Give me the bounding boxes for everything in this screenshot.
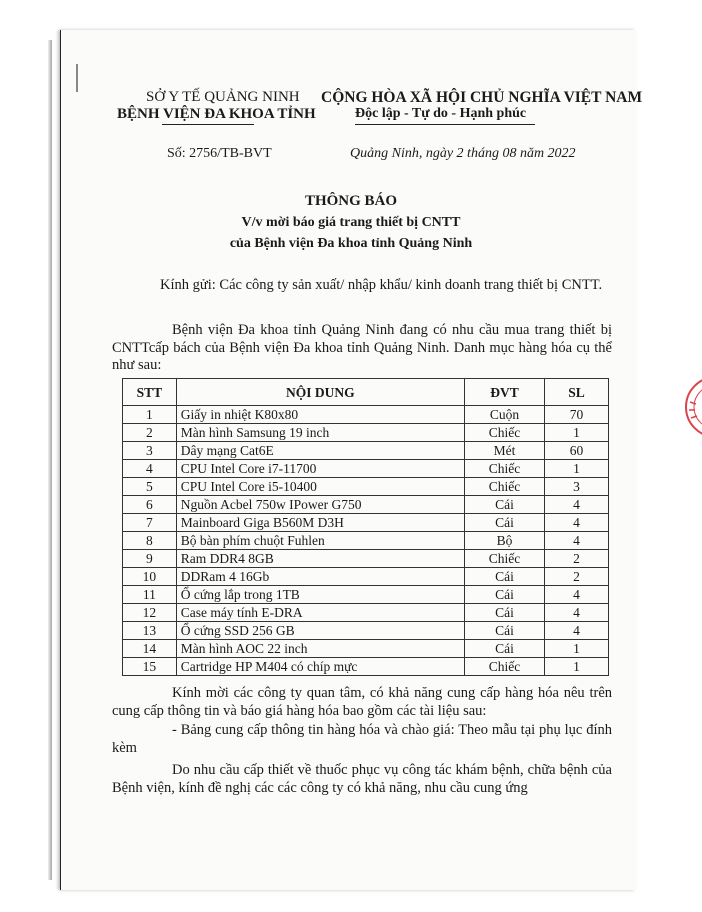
table-row (123, 532, 609, 550)
table-row (123, 496, 609, 514)
row-quantity: 4 (545, 622, 609, 640)
row-quantity: 70 (545, 406, 609, 424)
table-row (123, 640, 609, 658)
table-row (123, 586, 609, 604)
invitation-paragraph: Kính mời các công ty quan tâm, có khả năng cung cấp hàng hóa nêu trên cung cấp thông tin và báo giá hàng hóa bao gồm các tài liệu sau: (112, 685, 612, 719)
row-stt: 15 (123, 658, 177, 676)
row-content: Cartridge HP M404 có chíp mực (176, 658, 464, 676)
row-quantity: 1 (545, 460, 609, 478)
national-motto: Độc lập - Tự do - Hạnh phúc (355, 106, 527, 121)
row-stt: 1 (123, 406, 177, 424)
table-row (123, 406, 609, 424)
row-quantity: 3 (545, 478, 609, 496)
row-quantity: 2 (545, 568, 609, 586)
notice-title: THÔNG BÁO (304, 193, 398, 209)
row-stt: 10 (123, 568, 177, 586)
row-unit: Chiếc (464, 460, 544, 478)
row-unit: Cái (464, 568, 544, 586)
row-stt: 11 (123, 586, 177, 604)
republic-heading: CỘNG HÒA XÃ HỘI CHỦ NGHĨA VIỆT NAM (321, 89, 643, 106)
header-content: NỘI DUNG (176, 379, 464, 406)
row-unit: Cái (464, 514, 544, 532)
table-row (123, 604, 609, 622)
table-header-row (123, 379, 609, 406)
row-stt: 12 (123, 604, 177, 622)
items-table (122, 378, 609, 676)
motto-underline (355, 124, 535, 125)
row-unit: Chiếc (464, 658, 544, 676)
row-quantity: 1 (545, 424, 609, 442)
row-content: Case máy tính E-DRA (176, 604, 464, 622)
requirement-item: - Bảng cung cấp thông tin hàng hóa và chào giá: Theo mẫu tại phụ lục đính kèm (112, 722, 612, 756)
row-content: Nguồn Acbel 750w IPower G750 (176, 496, 464, 514)
document-number: Số: 2756/TB-BVT (167, 146, 272, 161)
hospital-name: BỆNH VIỆN ĐA KHOA TỈNH (117, 106, 316, 122)
row-content: Giấy in nhiệt K80x80 (176, 406, 464, 424)
row-stt: 14 (123, 640, 177, 658)
table-row (123, 622, 609, 640)
row-unit: Cái (464, 586, 544, 604)
red-stamp (676, 372, 702, 442)
row-content: CPU Intel Core i7-11700 (176, 460, 464, 478)
agency-name: SỞ Y TẾ QUẢNG NINH (146, 89, 300, 105)
row-unit: Cuộn (464, 406, 544, 424)
row-quantity: 4 (545, 604, 609, 622)
row-stt: 2 (123, 424, 177, 442)
header-stt: STT (123, 379, 177, 406)
row-content: Ram DDR4 8GB (176, 550, 464, 568)
margin-mark (76, 64, 78, 92)
table-row (123, 442, 609, 460)
notice-subject: V/v mời báo giá trang thiết bị CNTT (241, 215, 461, 230)
table-row (123, 514, 609, 532)
row-stt: 8 (123, 532, 177, 550)
row-content: Dây mạng Cat6E (176, 442, 464, 460)
row-unit: Cái (464, 640, 544, 658)
row-quantity: 1 (545, 658, 609, 676)
row-content: Bộ bàn phím chuột Fuhlen (176, 532, 464, 550)
row-content: DDRam 4 16Gb (176, 568, 464, 586)
intro-paragraph: Bệnh viện Đa khoa tỉnh Quảng Ninh đang có nhu cầu mua trang thiết bị CNTTcấp bách của Bệnh viện Đa khoa tỉnh Quảng Ninh. Danh mục hàng hóa cụ thể như sau: (112, 322, 612, 373)
header-quantity: SL (545, 379, 609, 406)
row-content: Màn hình AOC 22 inch (176, 640, 464, 658)
row-quantity: 4 (545, 514, 609, 532)
table-row (123, 658, 609, 676)
row-quantity: 4 (545, 496, 609, 514)
row-content: Mainboard Giga B560M D3H (176, 514, 464, 532)
row-unit: Cái (464, 622, 544, 640)
table-row (123, 478, 609, 496)
row-stt: 6 (123, 496, 177, 514)
row-quantity: 4 (545, 586, 609, 604)
table-row (123, 568, 609, 586)
row-stt: 4 (123, 460, 177, 478)
row-unit: Bộ (464, 532, 544, 550)
table-row (123, 424, 609, 442)
header-unit: ĐVT (464, 379, 544, 406)
row-stt: 5 (123, 478, 177, 496)
page-edge-shadow (48, 40, 52, 880)
row-unit: Chiếc (464, 478, 544, 496)
row-unit: Cái (464, 496, 544, 514)
row-content: CPU Intel Core i5-10400 (176, 478, 464, 496)
row-stt: 7 (123, 514, 177, 532)
hospital-underline (162, 124, 254, 125)
row-content: Ổ cứng SSD 256 GB (176, 622, 464, 640)
row-quantity: 1 (545, 640, 609, 658)
greeting: Kính gửi: Các công ty sản xuất/ nhập khẩu/ kinh doanh trang thiết bị CNTT. (160, 277, 603, 293)
row-stt: 9 (123, 550, 177, 568)
row-unit: Cái (464, 604, 544, 622)
row-stt: 13 (123, 622, 177, 640)
row-quantity: 2 (545, 550, 609, 568)
row-unit: Chiếc (464, 424, 544, 442)
closing-paragraph: Do nhu cầu cấp thiết về thuốc phục vụ công tác khám bệnh, chữa bệnh của Bệnh viện, kính đề nghị các các công ty có khả năng, nhu cầu cung ứng (112, 762, 612, 796)
table-row (123, 460, 609, 478)
notice-subject-cont: của Bệnh viện Đa khoa tỉnh Quảng Ninh (229, 236, 473, 251)
row-unit: Mét (464, 442, 544, 460)
date-line: Quảng Ninh, ngày 2 tháng 08 năm 2022 (350, 146, 576, 161)
row-quantity: 60 (545, 442, 609, 460)
row-quantity: 4 (545, 532, 609, 550)
row-content: Ổ cứng lắp trong 1TB (176, 586, 464, 604)
row-stt: 3 (123, 442, 177, 460)
row-unit: Chiếc (464, 550, 544, 568)
row-content: Màn hình Samsung 19 inch (176, 424, 464, 442)
table-row (123, 550, 609, 568)
